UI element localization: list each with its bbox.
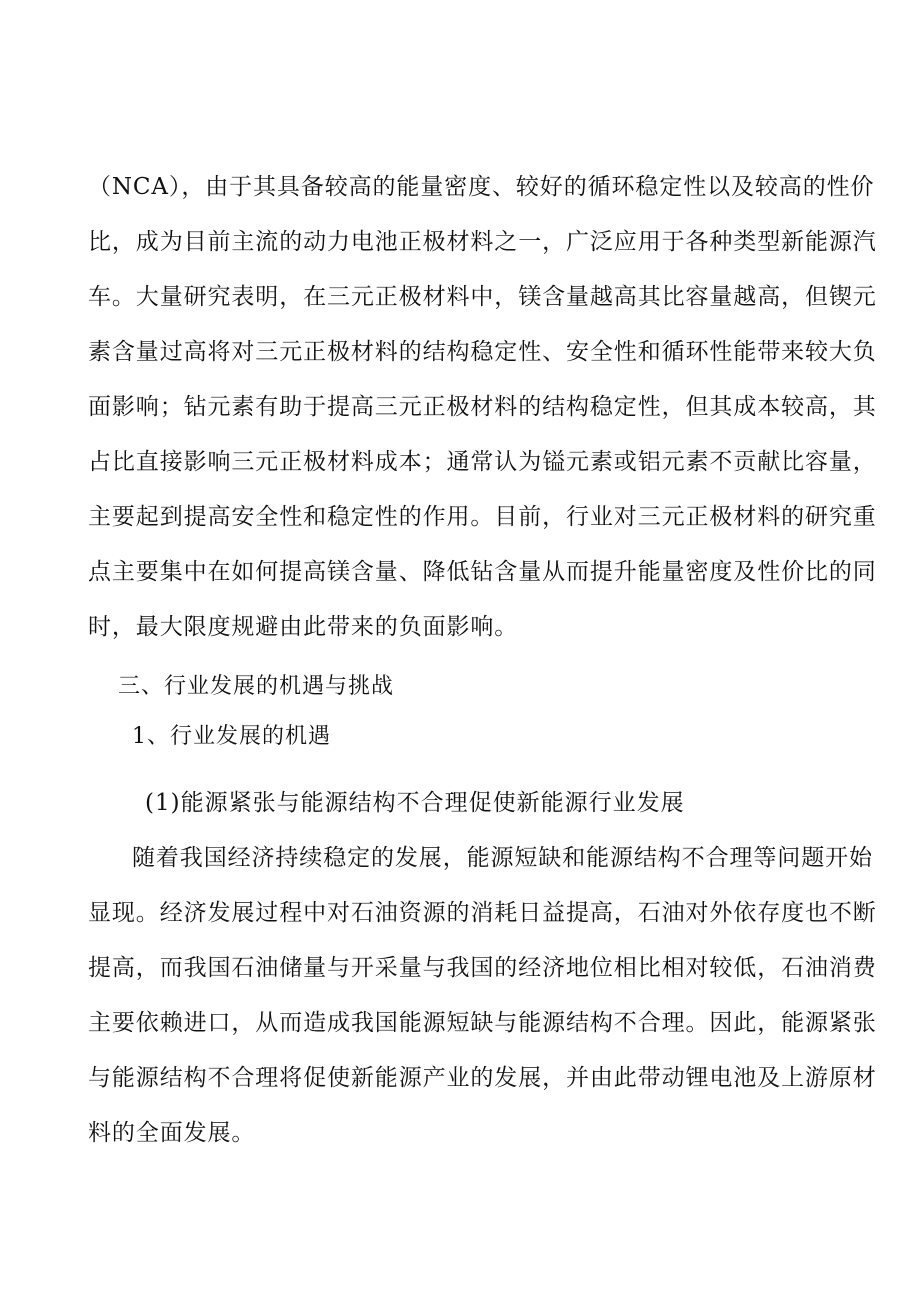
paragraph-line: 提高，而我国石油储量与开采量与我国的经济地位相比相对较低，石油消费 bbox=[88, 955, 877, 981]
section-heading: 三、行业发展的机遇与挑战 bbox=[118, 674, 395, 699]
paragraph-line: 与能源结构不合理将促使新能源产业的发展，并由此带动锂电池及上游原材 bbox=[88, 1065, 877, 1091]
paragraph-line: 主要依赖进口，从而造成我国能源短缺与能源结构不合理。因此，能源紧张 bbox=[88, 1010, 877, 1036]
paragraph-line: 主要起到提高安全性和稳定性的作用。目前，行业对三元正极材料的研究重 bbox=[88, 504, 877, 530]
paragraph-line: 随着我国经济持续稳定的发展，能源短缺和能源结构不合理等问题开始 bbox=[132, 845, 873, 871]
paragraph-line: 面影响；钻元素有助于提高三元正极材料的结构稳定性，但其成本较高，其 bbox=[88, 394, 877, 420]
item-heading: (1)能源紧张与能源结构不合理促使新能源行业发展 bbox=[145, 790, 685, 816]
paragraph-line: 占比直接影响三元正极材料成本；通常认为镒元素或铝元素不贡献比容量， bbox=[88, 449, 877, 475]
paragraph-line: 素含量过高将对三元正极材料的结构稳定性、安全性和循环性能带来较大负 bbox=[88, 339, 877, 365]
paragraph-line: 料的全面发展。 bbox=[88, 1120, 256, 1146]
paragraph-line: 比，成为目前主流的动力电池正极材料之一，广泛应用于各种类型新能源汽 bbox=[88, 229, 877, 255]
subsection-heading: 1、行业发展的机遇 bbox=[132, 724, 331, 749]
paragraph-line: 车。大量研究表明，在三元正极材料中，镁含量越高其比容量越高，但锲元 bbox=[88, 284, 877, 310]
paragraph-line: 显现。经济发展过程中对石油资源的消耗日益提高，石油对外依存度也不断 bbox=[88, 900, 877, 926]
paragraph-line: 点主要集中在如何提高镁含量、降低钻含量从而提升能量密度及性价比的同 bbox=[88, 559, 877, 585]
paragraph-line: （NCA），由于其具备较高的能量密度、较好的循环稳定性以及较高的性价 bbox=[88, 174, 875, 200]
paragraph-line: 时，最大限度规避由此带来的负面影响。 bbox=[88, 614, 519, 640]
